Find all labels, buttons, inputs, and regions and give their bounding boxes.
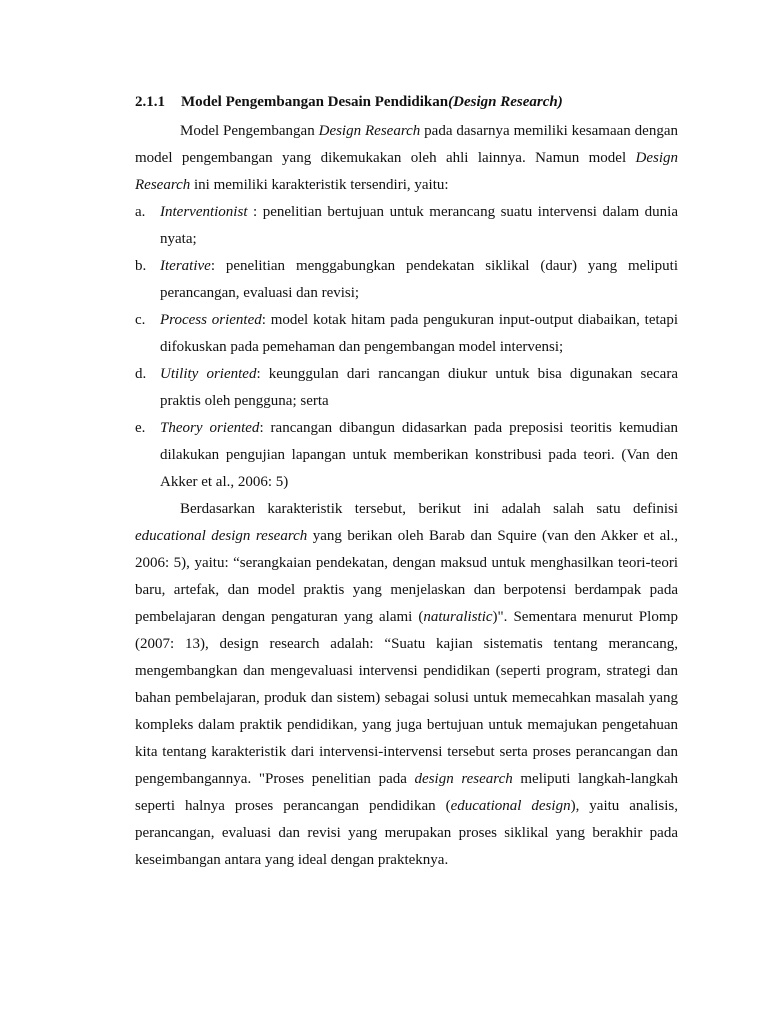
list-text: : model kotak hitam pada pengukuran input-output diabaikan, tetapi difokuskan pada pemehaman dan pengembangan model intervensi;: [160, 312, 679, 355]
body-text-3: )". Sementara menurut Plomp (2007: 13), design research adalah: “Suatu kajian sistematis tentang merancang, mengembangkan dan mengevaluasi intervensi pendidikan (seperti program, strategi dan bahan pembelajaran, produk dan sistem) sebagai solusi untuk memecahkan masalah yang kompleks dalam praktik pendidikan, yang juga bertujuan untuk memajukan pengetahuan kita tentang karakteristik dari intervensi-intervensi tersebut serta proses perancangan dan pengembangannya. "Proses penelitian pada: [135, 609, 678, 787]
list-term: Iterative: [160, 258, 211, 274]
section-title: Model Pengembangan Desain Pendidikan: [181, 94, 449, 110]
intro-italic-2: Design Research: [135, 150, 678, 193]
list-term: Utility oriented: [160, 366, 257, 382]
intro-text-1: Model Pengembangan: [180, 123, 319, 139]
list-item: [135, 253, 678, 307]
section-number: 2.1.1: [135, 94, 165, 110]
list-marker: a.: [135, 204, 146, 220]
body-italic-1: educational design research: [135, 528, 308, 544]
list-item: [135, 415, 678, 496]
list-item: [135, 361, 678, 415]
body-text-5: ), yaitu analisis, perancangan, evaluasi dan revisi yang merupakan proses siklikal yang berakhir pada keseimbangan antara yang ideal dengan prakteknya.: [135, 798, 679, 868]
body-paragraph: [135, 496, 678, 874]
section-heading: [135, 91, 678, 113]
body-text-2: yang berikan oleh Barab dan Squire (van den Akker et al., 2006: 5), yaitu: “serangkaian pendekatan, dengan maksud untuk menghasilkan teori-teori baru, artefak, dan model praktis yang menjelaskan dan berpotensi berdampak pada pembelajaran dengan pengaturan yang alami (: [135, 528, 678, 625]
list-term: Process oriented: [160, 312, 262, 328]
list-text: : keunggulan dari rancangan diukur untuk bisa digunakan secara praktis oleh pengguna; serta: [160, 366, 678, 409]
list-text: : penelitian bertujuan untuk merancang suatu intervensi dalam dunia nyata;: [160, 204, 678, 247]
characteristics-list: [135, 199, 678, 496]
body-italic-3: design research: [414, 771, 513, 787]
intro-paragraph: [135, 118, 678, 199]
body-italic-4: educational design: [450, 798, 571, 814]
list-text: : penelitian menggabungkan pendekatan siklikal (daur) yang meliputi perancangan, evaluasi dan revisi;: [160, 258, 678, 301]
list-item: [135, 307, 678, 361]
section-title-italic: (Design Research): [448, 94, 563, 110]
intro-italic-1: Design Research: [318, 123, 421, 139]
document-content: [135, 91, 678, 874]
list-term: Theory oriented: [160, 420, 260, 436]
body-text-1: Berdasarkan karakteristik tersebut, berikut ini adalah salah satu definisi: [180, 501, 678, 517]
list-item: [135, 199, 678, 253]
intro-text-2: pada dasarnya memiliki kesamaan dengan model pengembangan yang dikemukakan oleh ahli lainnya. Namun model: [135, 123, 678, 166]
list-term: Interventionist: [160, 204, 248, 220]
list-text: : rancangan dibangun didasarkan pada preposisi teoritis kemudian dilakukan pengujian lapangan untuk memberikan konstribusi pada teori. (Van den Akker et al., 2006: 5): [160, 420, 678, 490]
list-marker: e.: [135, 420, 146, 436]
list-marker: b.: [135, 258, 147, 274]
list-marker: d.: [135, 366, 147, 382]
intro-text-3: ini memiliki karakteristik tersendiri, yaitu:: [190, 177, 449, 193]
body-italic-2: naturalistic: [423, 609, 493, 625]
list-marker: c.: [135, 312, 146, 328]
body-text-4: meliputi langkah-langkah seperti halnya proses perancangan pendidikan (: [135, 771, 678, 814]
